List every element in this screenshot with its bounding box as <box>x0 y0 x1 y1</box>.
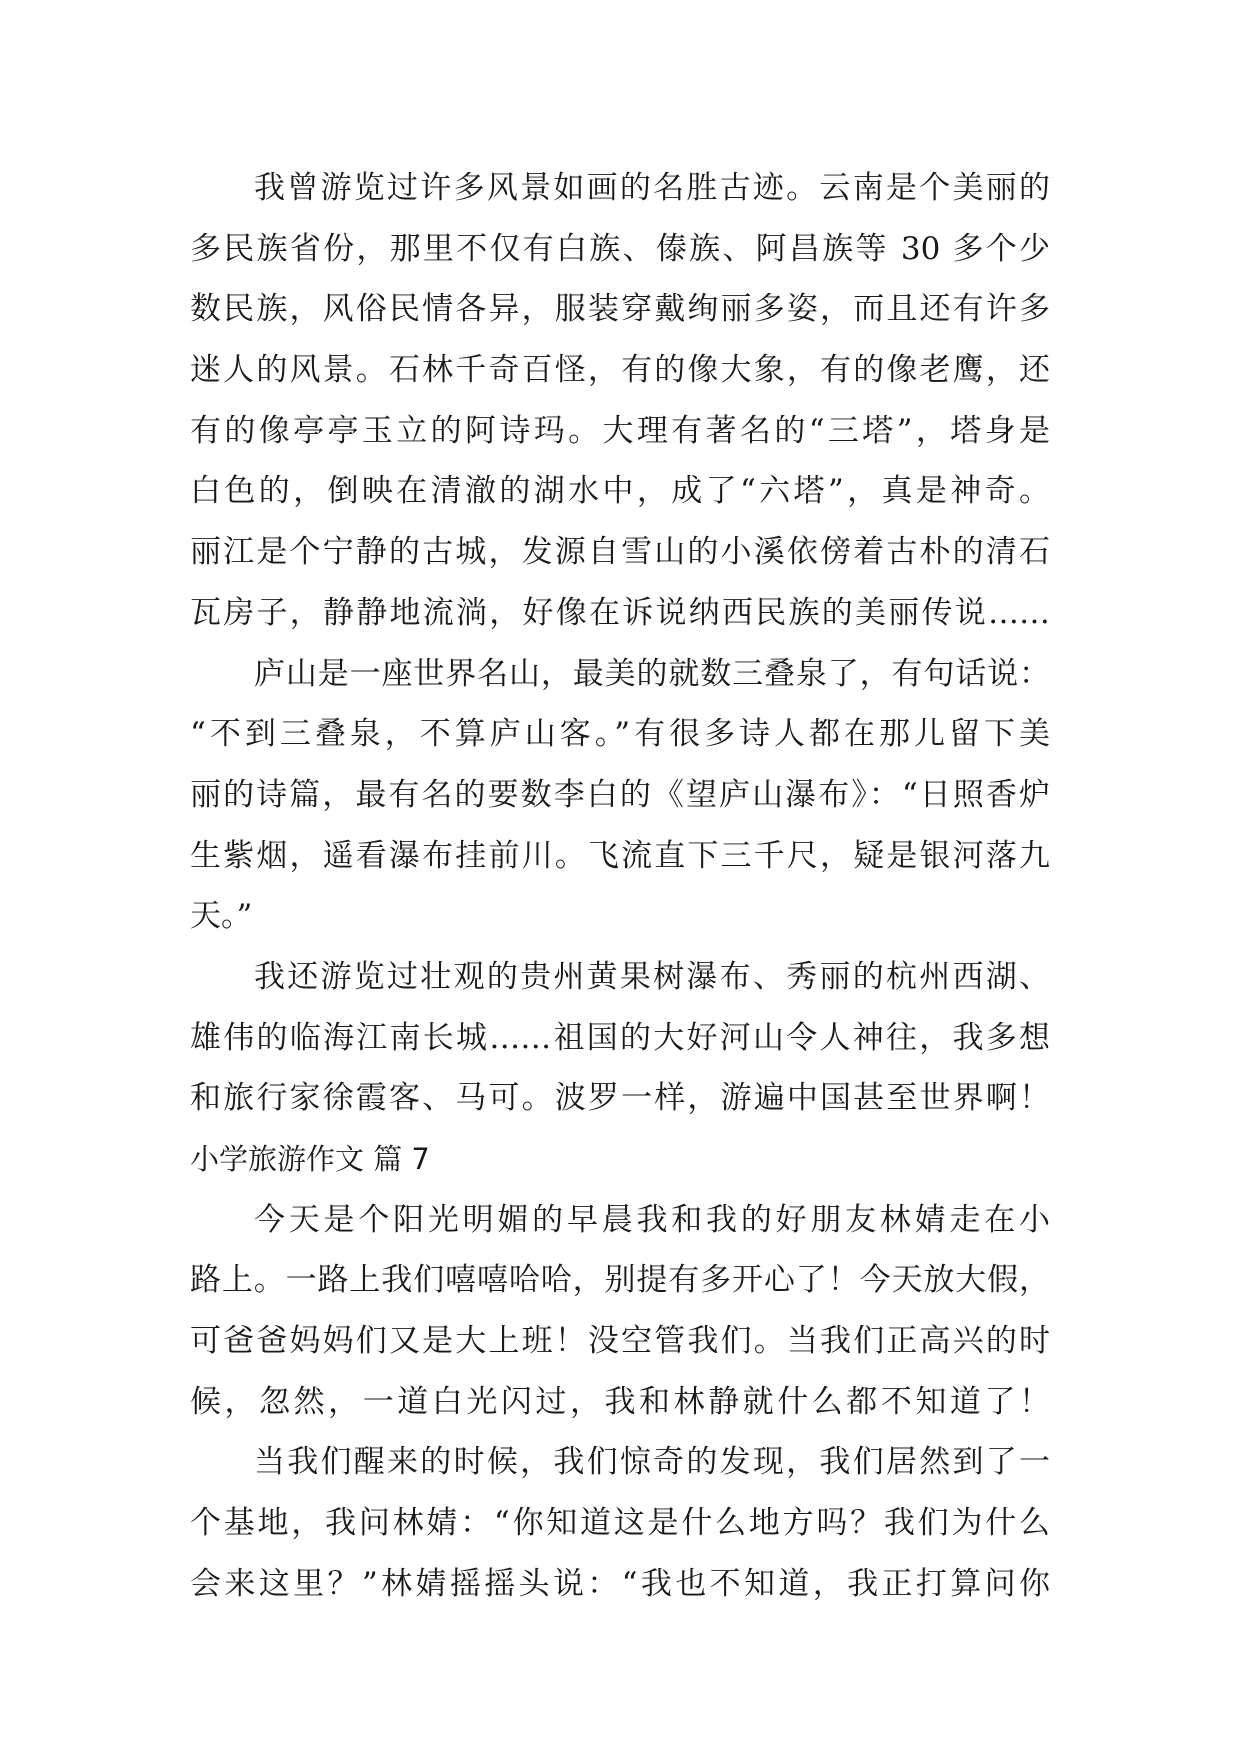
text-line: 路上。一路上我们嘻嘻哈哈，别提有多开心了！今天放大假， <box>190 1262 1050 1299</box>
text-line: 天。” <box>190 898 253 935</box>
text-line: 迷人的风景。石林千奇百怪，有的像大象，有的像老鹰，还 <box>190 352 1050 389</box>
paragraph <box>190 1432 1050 1614</box>
text-line: 和旅行家徐霞客、马可。波罗一样，游遍中国甚至世界啊！ <box>190 1080 1050 1117</box>
text-line: 候，忽然，一道白光闪过，我和林静就什么都不知道了！ <box>190 1383 1050 1420</box>
text-line: 数民族，风俗民情各异，服装穿戴绚丽多姿，而且还有许多 <box>190 291 1050 328</box>
text-line: 多民族省份，那里不仅有白族、傣族、阿昌族等 30 多个少 <box>190 230 1050 267</box>
text-line: 丽江是个宁静的古城，发源自雪山的小溪依傍着古朴的清石 <box>190 534 1050 571</box>
text-line: 雄伟的临海江南长城……祖国的大好河山令人神往，我多想 <box>190 1019 1050 1056</box>
heading-text: 小学旅游作文 篇 7 <box>190 1142 430 1176</box>
text-line: 白色的，倒映在清澈的湖水中，成了“六塔”，真是神奇。 <box>190 473 1050 510</box>
text-line: 当我们醒来的时候，我们惊奇的发现，我们居然到了一 <box>254 1444 1050 1481</box>
text-line: 生紫烟，遥看瀑布挂前川。飞流直下三千尺，疑是银河落九 <box>190 837 1050 874</box>
text-line: 有的像亭亭玉立的阿诗玛。大理有著名的“三塔”，塔身是 <box>190 412 1050 449</box>
text-line: 我还游览过壮观的贵州黄果树瀑布、秀丽的杭州西湖、 <box>254 958 1050 995</box>
paragraph <box>190 947 1050 1129</box>
text-line: 可爸爸妈妈们又是大上班！没空管我们。当我们正高兴的时 <box>190 1323 1050 1360</box>
text-line: 会来这里？”林婧摇摇头说：“我也不知道，我正打算问你 <box>190 1565 1050 1602</box>
paragraph <box>190 644 1050 947</box>
text-line: 今天是个阳光明媚的早晨我和我的好朋友林婧走在小 <box>254 1201 1050 1238</box>
section-heading <box>190 1129 1050 1190</box>
text-line: 我曾游览过许多风景如画的名胜古迹。云南是个美丽的 <box>254 170 1050 206</box>
text-line: 个基地，我问林婧：“你知道这是什么地方吗？我们为什么 <box>190 1505 1050 1542</box>
document-body <box>190 158 1050 1615</box>
paragraph <box>190 1190 1050 1433</box>
text-line: “不到三叠泉，不算庐山客。”有很多诗人都在那儿留下美 <box>190 716 1050 753</box>
text-line: 庐山是一座世界名山，最美的就数三叠泉了，有句话说： <box>254 655 1050 692</box>
text-line: 瓦房子，静静地流淌，好像在诉说纳西民族的美丽传说…… <box>190 594 1050 631</box>
text-line: 丽的诗篇，最有名的要数李白的《望庐山瀑布》：“日照香炉 <box>190 776 1050 813</box>
paragraph <box>190 158 1050 644</box>
